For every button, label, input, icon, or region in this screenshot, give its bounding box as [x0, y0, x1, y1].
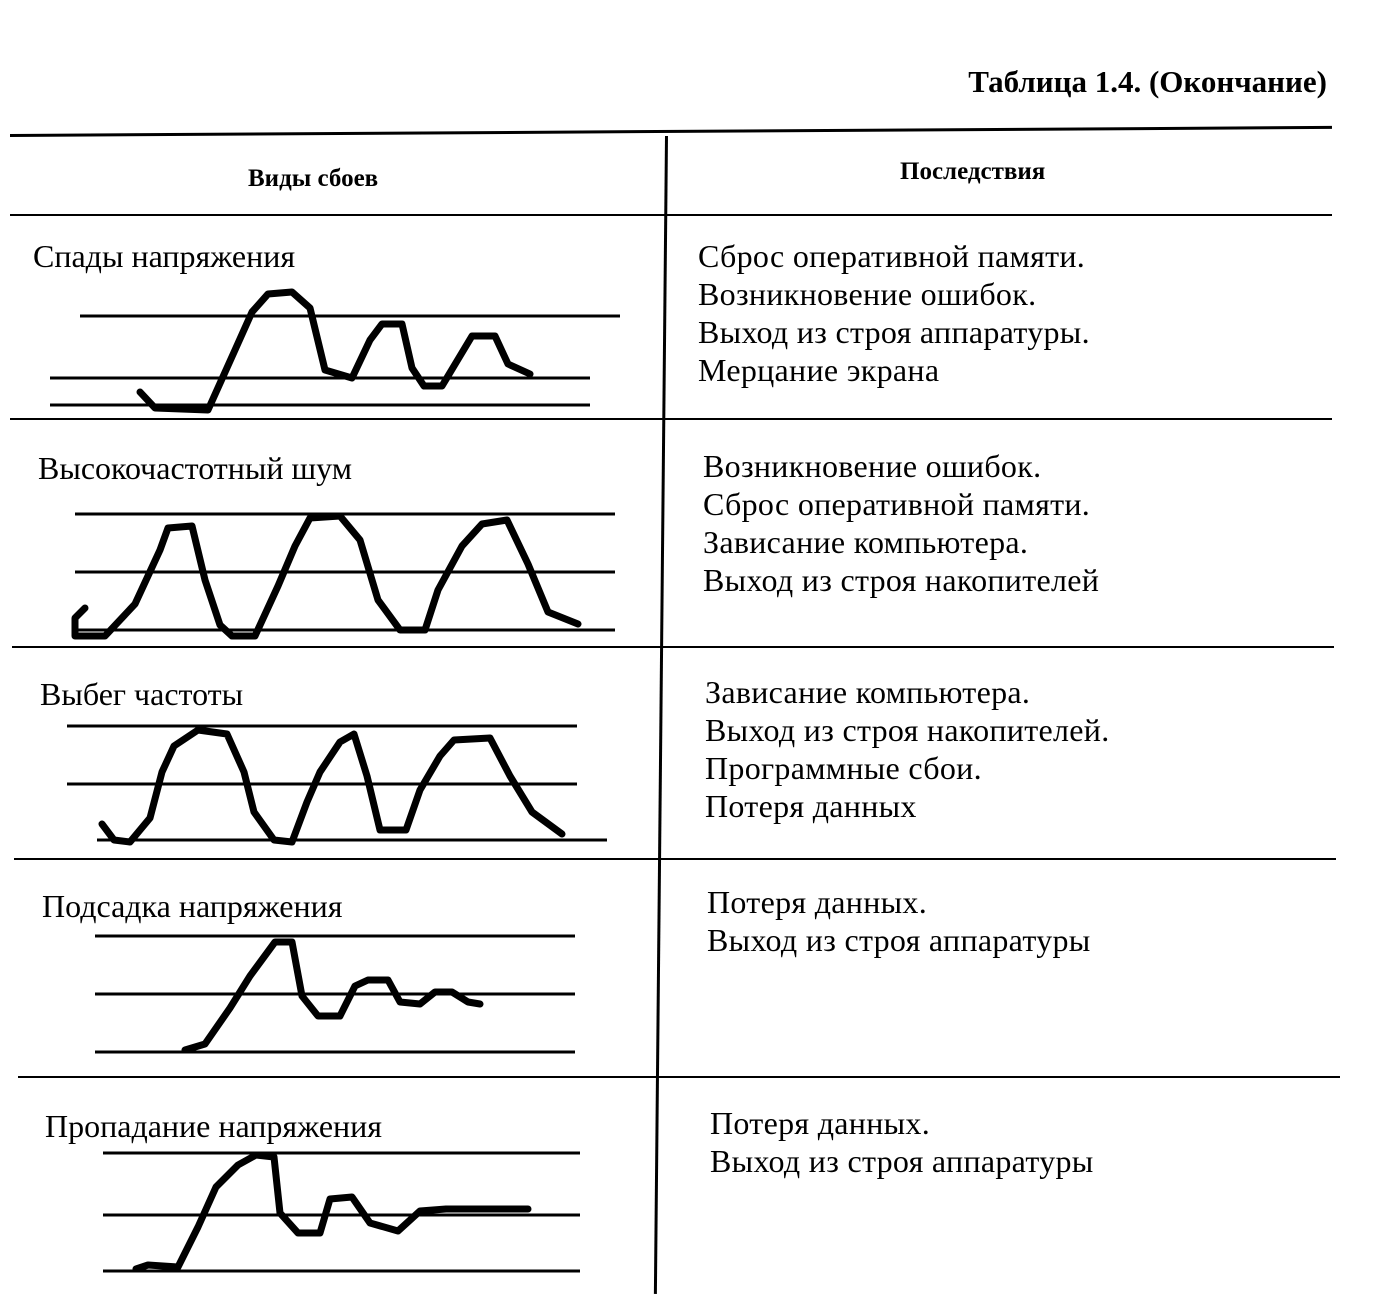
waveform-illustration: [98, 1145, 598, 1285]
consequence-item: Потеря данных: [705, 788, 917, 824]
consequence-item: Сброс оперативной памяти.: [703, 486, 1091, 522]
consequence-item: Сброс оперативной памяти.: [698, 238, 1086, 274]
waveform-illustration: [40, 270, 620, 450]
consequences-list: [703, 447, 1099, 599]
row-divider-3: [14, 858, 1336, 860]
consequence-item: Выход из строя накопителей.: [705, 712, 1110, 748]
header-consequences: Последствия: [900, 158, 1046, 185]
consequence-item: Потеря данных.: [707, 884, 928, 920]
consequence-item: Мерцание экрана: [698, 352, 940, 388]
failure-type-label: Спады напряжения: [33, 238, 296, 274]
consequence-item: Зависание компьютера.: [705, 674, 1031, 710]
consequences-list: [707, 883, 1091, 959]
waveform-illustration: [62, 712, 622, 852]
failure-type-label: Высокочастотный шум: [38, 450, 352, 486]
consequence-item: Выход из строя аппаратуры: [707, 922, 1091, 958]
table-top-rule: [10, 126, 1332, 137]
consequence-item: Выход из строя аппаратуры.: [698, 314, 1090, 350]
waveform-illustration: [70, 500, 630, 650]
table-caption: Таблица 1.4. (Окончание): [968, 64, 1327, 99]
consequence-item: Программные сбои.: [705, 750, 982, 786]
column-divider: [654, 136, 668, 1294]
consequence-item: Потеря данных.: [710, 1105, 931, 1141]
consequences-list: [710, 1104, 1094, 1180]
consequence-item: Возникновение ошибок.: [698, 276, 1037, 312]
row-divider-4: [18, 1076, 1340, 1078]
consequence-item: Выход из строя накопителей: [703, 562, 1100, 598]
waveform-illustration: [90, 928, 590, 1068]
header-failure-types: Виды сбоев: [248, 165, 379, 192]
consequence-item: Зависание компьютера.: [703, 524, 1029, 560]
failure-type-label: Подсадка напряжения: [42, 888, 343, 924]
failure-type-label: Пропадание напряжения: [45, 1108, 382, 1144]
header-bottom-rule: [10, 214, 1332, 216]
consequence-item: Выход из строя аппаратуры: [710, 1143, 1094, 1179]
consequences-list: [698, 237, 1090, 389]
consequence-item: Возникновение ошибок.: [703, 448, 1042, 484]
failure-type-label: Выбег частоты: [40, 676, 244, 712]
consequences-list: [705, 673, 1110, 825]
